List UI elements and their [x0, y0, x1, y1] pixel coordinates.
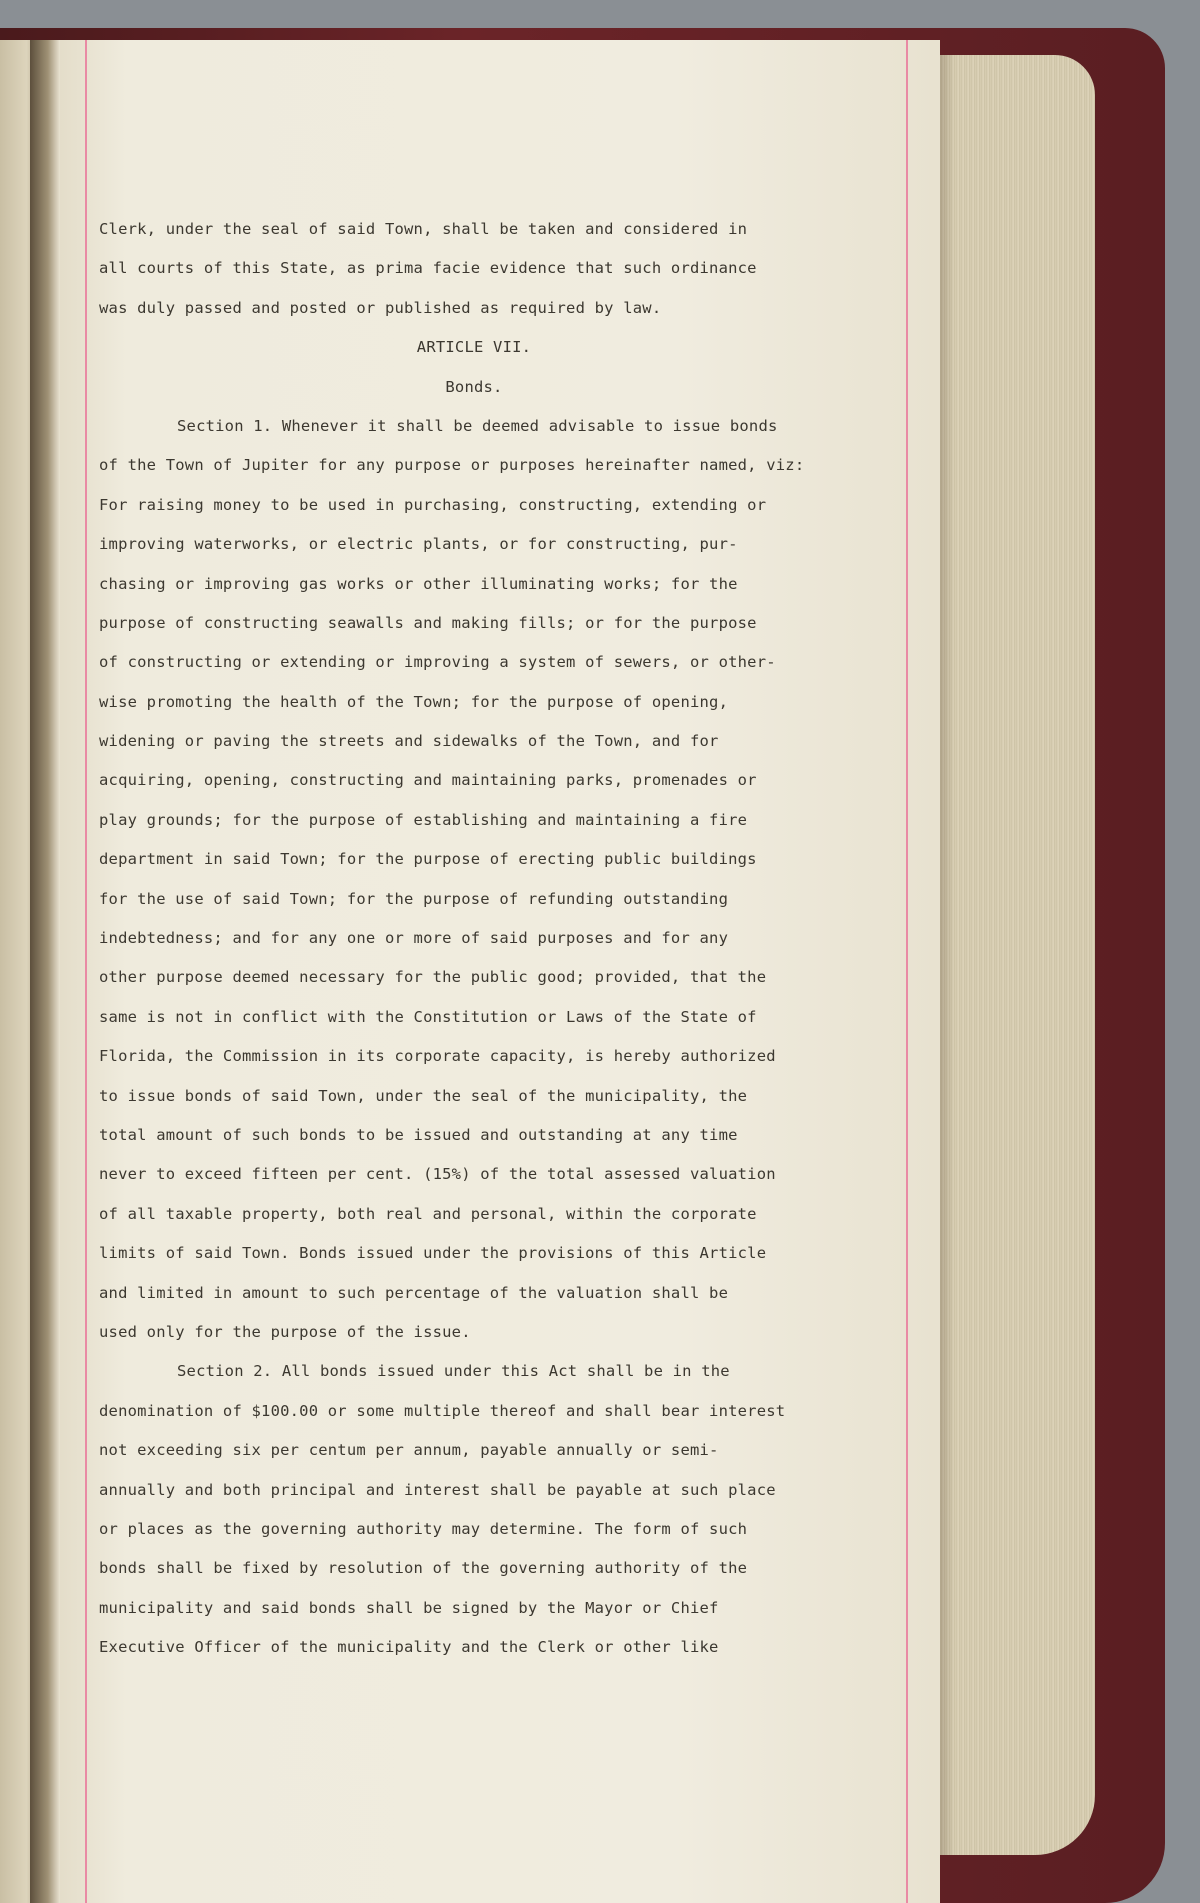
text-line: Executive Officer of the municipality and the Clerk or other like — [99, 1638, 719, 1657]
text-line: department in said Town; for the purpose of erecting public buildings — [99, 850, 757, 869]
text-line: chasing or improving gas works or other illuminating works; for the — [99, 574, 738, 593]
text-line: of constructing or extending or improving a system of sewers, or other- — [99, 653, 776, 672]
text-line: was duly passed and posted or published as required by law. — [99, 298, 662, 317]
text-line: Section 2. All bonds issued under this Act shall be in the — [177, 1362, 730, 1381]
heading-line: ARTICLE VII. — [416, 338, 532, 357]
text-line: indebtedness; and for any one or more of said purposes and for any — [99, 929, 729, 948]
text-line: bonds shall be fixed by resolution of the governing authority of the — [99, 1559, 748, 1578]
heading-line: Bonds. — [445, 377, 503, 396]
text-line: denomination of $100.00 or some multiple thereof and shall bear interest — [99, 1401, 786, 1420]
text-line: wise promoting the health of the Town; for the purpose of opening, — [99, 692, 729, 711]
text-line: acquiring, opening, constructing and maintaining parks, promenades or — [99, 771, 757, 790]
text-line: municipality and said bonds shall be signed by the Mayor or Chief — [99, 1598, 719, 1617]
text-line: For raising money to be used in purchasing, constructing, extending or — [99, 495, 767, 514]
typed-text-block — [99, 210, 929, 1667]
text-line: play grounds; for the purpose of establishing and maintaining a fire — [99, 810, 748, 829]
book-gutter — [30, 40, 60, 1903]
text-line: all courts of this State, as prima facie evidence that such ordinance — [99, 259, 757, 278]
text-line: never to exceed fifteen per cent. (15%) of the total assessed valuation — [99, 1165, 776, 1184]
text-line: and limited in amount to such percentage of the valuation shall be — [99, 1283, 729, 1302]
text-line: annually and both principal and interest shall be payable at such place — [99, 1480, 776, 1499]
page-edges — [935, 55, 1095, 1855]
text-line: Clerk, under the seal of said Town, shall be taken and considered in — [99, 220, 748, 238]
text-line: of the Town of Jupiter for any purpose or purposes hereinafter named, viz: — [99, 456, 805, 475]
text-line: not exceeding six per centum per annum, payable annually or semi- — [99, 1441, 719, 1460]
text-line: purpose of constructing seawalls and making fills; or for the purpose — [99, 613, 757, 632]
text-line: other purpose deemed necessary for the public good; provided, that the — [99, 968, 767, 987]
text-line: for the use of said Town; for the purpose of refunding outstanding — [99, 889, 729, 908]
document-page — [55, 40, 940, 1903]
text-line: limits of said Town. Bonds issued under the provisions of this Article — [99, 1244, 767, 1263]
text-line: widening or paving the streets and sidewalks of the Town, and for — [99, 732, 719, 751]
text-line: Florida, the Commission in its corporate capacity, is hereby authorized — [99, 1047, 776, 1066]
text-line: of all taxable property, both real and personal, within the corporate — [99, 1204, 757, 1223]
text-line: used only for the purpose of the issue. — [99, 1322, 471, 1341]
text-line: or places as the governing authority may determine. The form of such — [99, 1519, 748, 1538]
text-line: to issue bonds of said Town, under the seal of the municipality, the — [99, 1086, 748, 1105]
text-line: improving waterworks, or electric plants, or for constructing, pur- — [99, 535, 738, 554]
text-line: total amount of such bonds to be issued and outstanding at any time — [99, 1125, 738, 1144]
text-line: same is not in conflict with the Constitution or Laws of the State of — [99, 1007, 757, 1026]
left-margin-rule — [85, 40, 87, 1903]
text-line: Section 1. Whenever it shall be deemed advisable to issue bonds — [177, 416, 778, 435]
